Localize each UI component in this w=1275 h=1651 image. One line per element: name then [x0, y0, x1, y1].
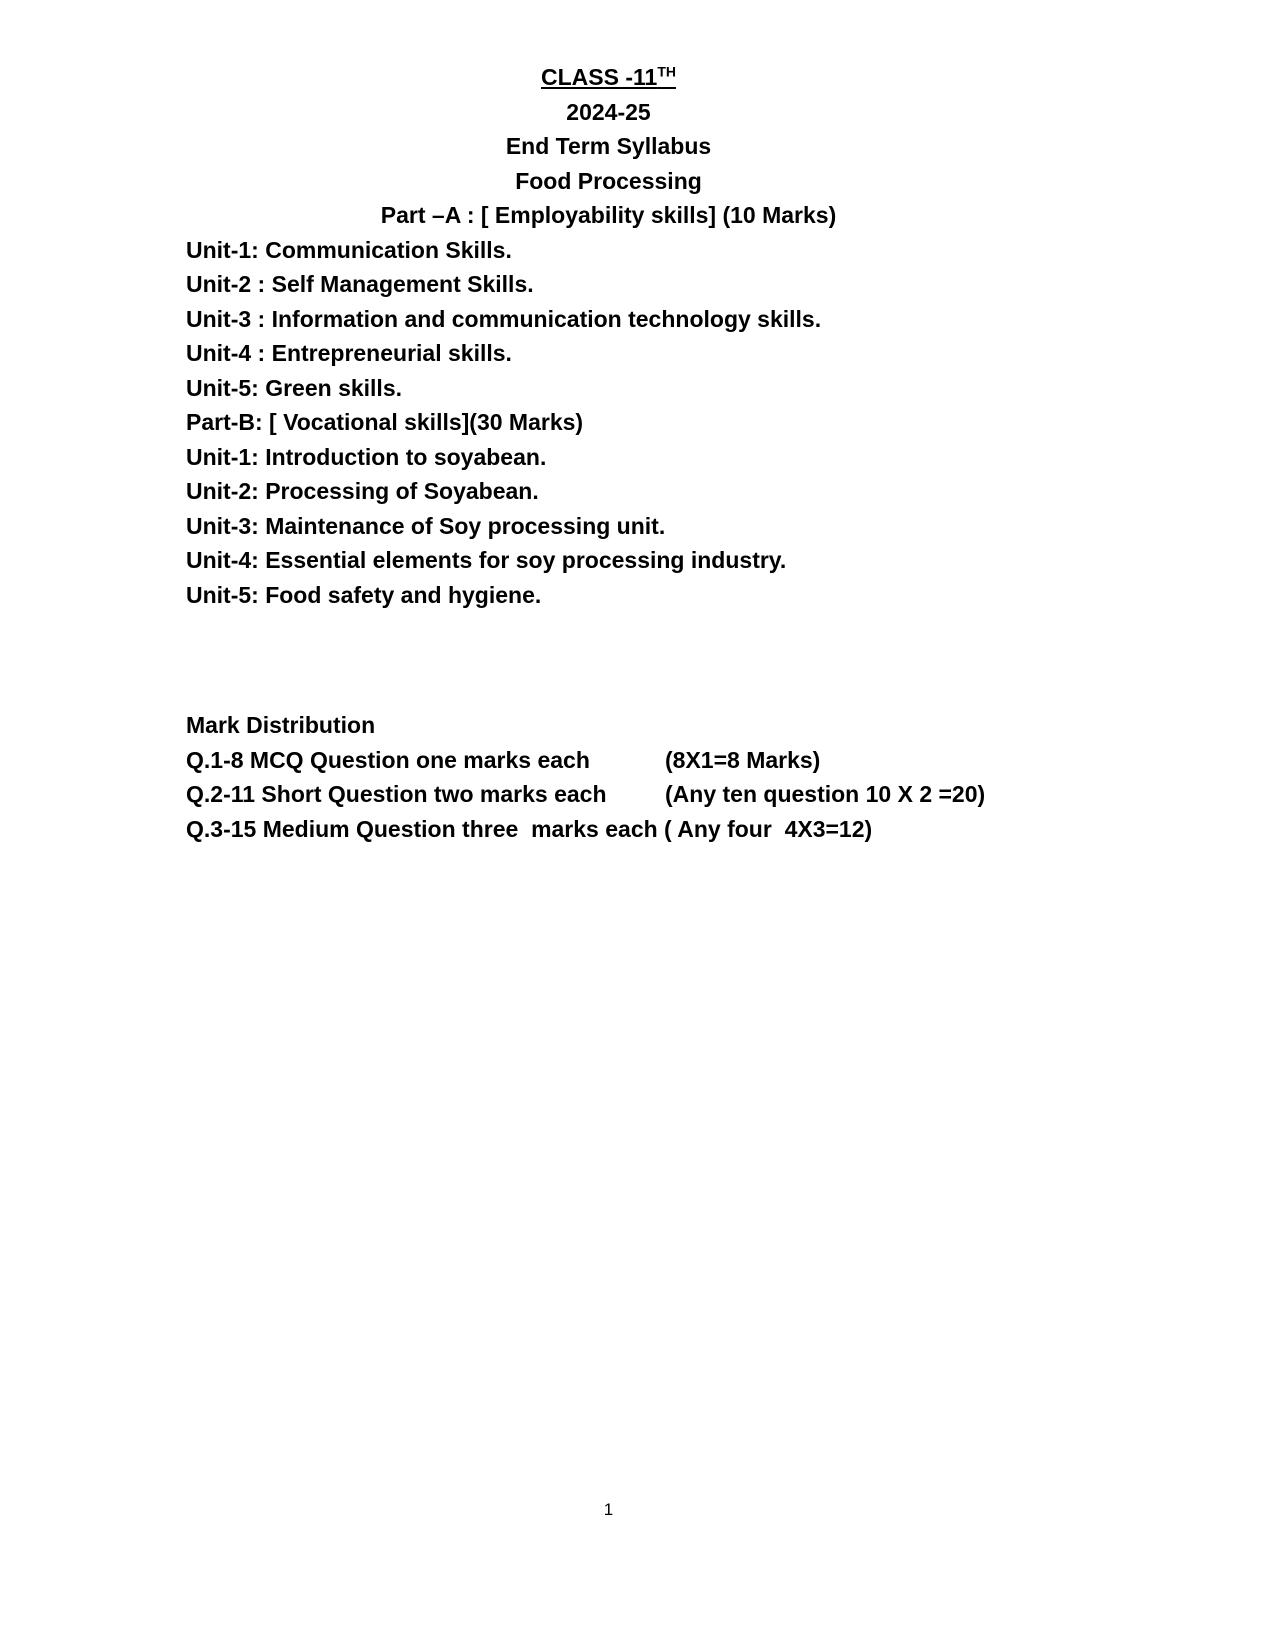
- section-gap: [186, 612, 1031, 708]
- mark-row-2-question: Q.2-11 Short Question two marks each: [186, 781, 607, 807]
- mark-row-1: [186, 743, 1031, 778]
- title-superscript: TH: [657, 63, 676, 80]
- syllabus-line-unit-b5: Unit-5: Food safety and hygiene.: [186, 581, 542, 608]
- part-a-heading: Part –A : [ Employability skills] (10 Marks): [380, 202, 837, 228]
- exam-name: End Term Syllabus: [505, 133, 712, 159]
- syllabus-line-unit-a2: Unit-2 : Self Management Skills.: [186, 271, 534, 297]
- mark-distribution-heading: Mark Distribution: [186, 712, 376, 738]
- syllabus-line-unit-a3: Unit-3 : Information and communication technology skills.: [186, 305, 822, 332]
- syllabus-line-unit-a1: Unit-1: Communication Skills.: [186, 236, 512, 263]
- mark-row-3: [186, 812, 1031, 847]
- subject-name: Food Processing: [515, 167, 702, 194]
- title-underline: [541, 64, 676, 90]
- syllabus-line-unit-b2: Unit-2: Processing of Soyabean.: [186, 478, 539, 504]
- syllabus-line-unit-a4: Unit-4 : Entrepreneurial skills.: [186, 340, 512, 366]
- session-year: 2024-25: [566, 98, 651, 125]
- mark-row-3-question: Q.3-15 Medium Question three marks each ( Any four 4X3=12): [186, 815, 873, 842]
- mark-row-2: [186, 777, 1031, 812]
- syllabus-line-unit-a5: Unit-5: Green skills.: [186, 374, 403, 401]
- title-text: CLASS -11: [541, 64, 658, 90]
- syllabus-line-unit-b4: Unit-4: Essential elements for soy processing industry.: [186, 547, 787, 573]
- mark-row-2-marks: (Any ten question 10 X 2 =20): [665, 781, 986, 807]
- document-title: [186, 60, 1031, 95]
- syllabus-line-unit-b3: Unit-3: Maintenance of Soy processing unit.: [186, 512, 666, 539]
- part-b-heading: Part-B: [ Vocational skills](30 Marks): [186, 409, 584, 435]
- page-number: 1: [603, 1500, 614, 1519]
- mark-row-1-question: Q.1-8 MCQ Question one marks each: [186, 746, 590, 773]
- document-content: [186, 60, 1031, 846]
- mark-row-1-marks: (8X1=8 Marks): [665, 746, 821, 773]
- syllabus-line-unit-b1: Unit-1: Introduction to soyabean.: [186, 443, 547, 470]
